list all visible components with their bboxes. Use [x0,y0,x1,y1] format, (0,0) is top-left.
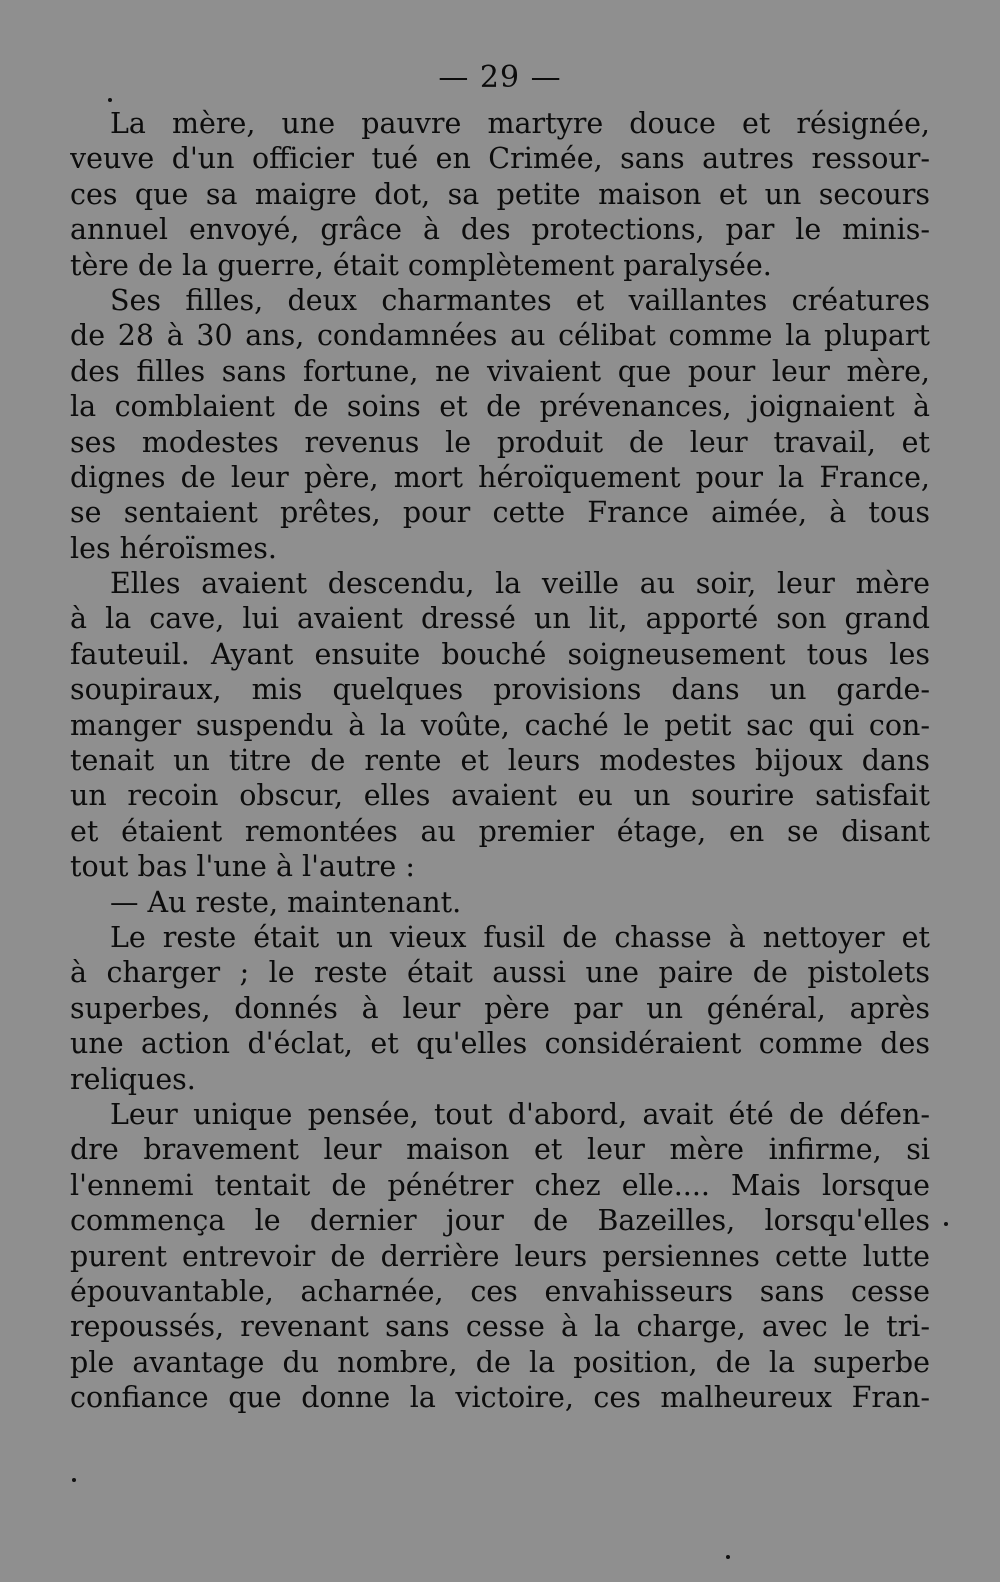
text-line: confiance que donne la victoire, ces malheureux Fran- [70,1381,930,1415]
text-line: purent entrevoir de derrière leurs persiennes cette lutte [70,1239,930,1273]
text-line: l'ennemi tentait de pénétrer chez elle.... Mais lorsque [70,1168,930,1202]
text-line: de 28 à 30 ans, condamnées au célibat comme la plupart [70,319,930,353]
scan-speck [726,1555,730,1559]
scan-speck [72,1478,76,1482]
text-line: tère de la guerre, était complètement paralysée. [70,248,772,282]
text-line: tenait un titre de rente et leurs modestes bijoux dans [70,744,930,778]
text-line: dre bravement leur maison et leur mère infirme, si [70,1133,930,1167]
text-line: et étaient remontées au premier étage, en se disant [70,814,930,848]
text-line: se sentaient prêtes, pour cette France aimée, à tous [70,496,930,530]
text-line: fauteuil. Ayant ensuite bouché soigneusement tous les [70,637,930,671]
text-line: Elles avaient descendu, la veille au soir, leur mère [110,567,930,601]
text-line: — Au reste, maintenant. [110,885,462,919]
text-line: manger suspendu à la voûte, caché le petit sac qui con- [70,708,930,742]
page-content [70,58,930,1558]
text-line: commença le dernier jour de Bazeilles, lorsqu'elles [70,1204,930,1238]
text-line: épouvantable, acharnée, ces envahisseurs sans cesse [70,1274,930,1308]
text-line: à la cave, lui avaient dressé un lit, apporté son grand [70,602,930,636]
text-line: la comblaient de soins et de prévenances, joignaient à [70,390,930,424]
text-line: Le reste était un vieux fusil de chasse à nettoyer et [110,920,930,954]
text-line: à charger ; le reste était aussi une paire de pistolets [70,956,930,990]
text-line: un recoin obscur, elles avaient eu un sourire satisfait [70,779,930,813]
text-line: annuel envoyé, grâce à des protections, par le minis- [70,213,930,247]
text-line: veuve d'un officier tué en Crimée, sans autres ressour- [70,142,930,176]
scan-speck [944,1222,948,1226]
text-line: ple avantage du nombre, de la position, de la superbe [70,1345,930,1379]
page-number: — 29 — [438,60,562,95]
text-line: tout bas l'une à l'autre : [70,850,415,884]
text-line: ces que sa maigre dot, sa petite maison et un secours [70,177,930,211]
text-line: une action d'éclat, et qu'elles considéraient comme des [70,1027,930,1061]
text-line: des filles sans fortune, ne vivaient que pour leur mère, [70,354,930,388]
scan-speck [108,98,112,102]
text-line: Leur unique pensée, tout d'abord, avait été de défen- [110,1097,930,1131]
text-line: Ses filles, deux charmantes et vaillantes créatures [110,283,930,317]
text-line: reliques. [70,1062,196,1096]
body-text [70,106,930,1415]
text-line: superbes, donnés à leur père par un général, après [70,991,930,1025]
text-line: dignes de leur père, mort héroïquement pour la France, [70,460,930,494]
text-line: repoussés, revenant sans cesse à la charge, avec le tri- [70,1310,930,1344]
text-line: ses modestes revenus le produit de leur travail, et [70,425,930,459]
text-line: La mère, une pauvre martyre douce et résignée, [110,107,930,140]
text-line: soupiraux, mis quelques provisions dans un garde- [70,673,930,707]
text-line: les héroïsmes. [70,531,277,565]
